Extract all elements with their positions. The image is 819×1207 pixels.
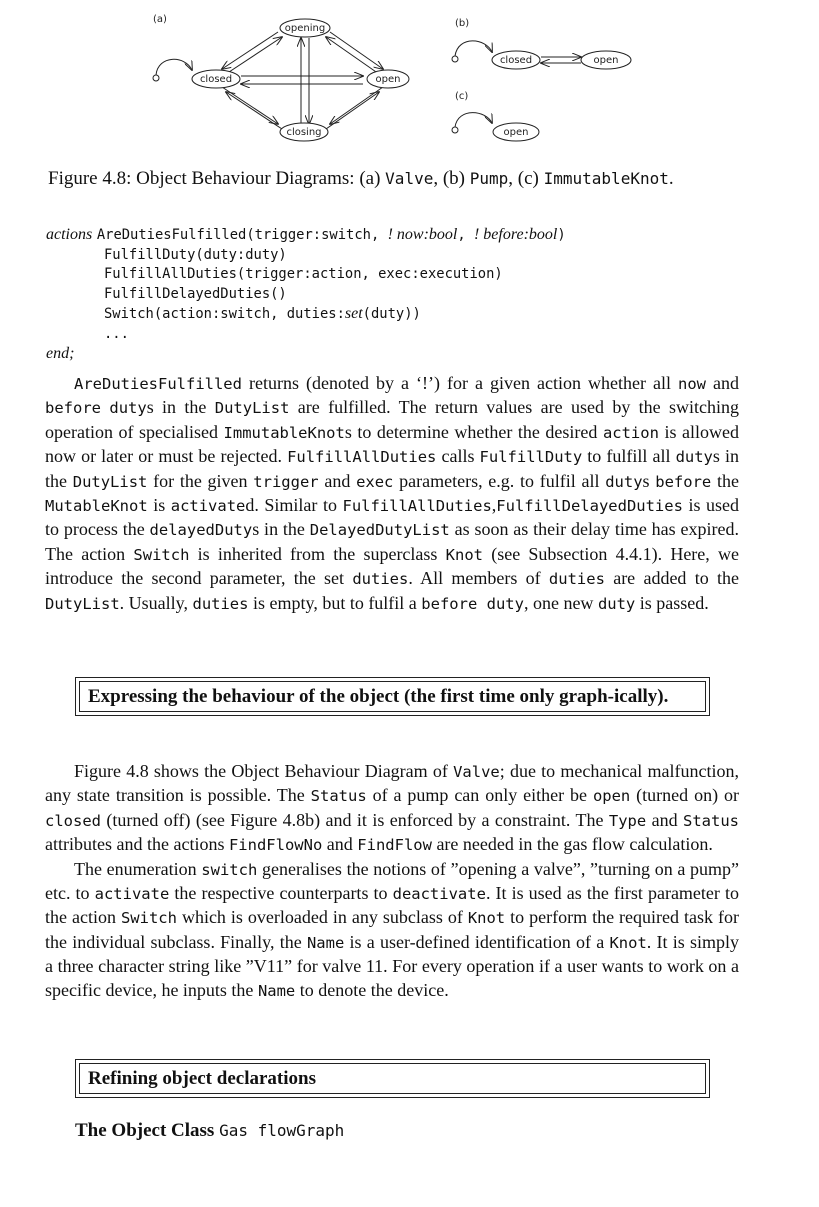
para1-run: is empty, but to fulfil a [248, 592, 422, 613]
code-line-1c: bool [428, 226, 458, 243]
para1-run: duties [192, 594, 249, 613]
para3-run: Name [306, 933, 345, 952]
panel-b-label: (b) [455, 18, 470, 29]
para2-run: FindFlow [357, 836, 432, 855]
para1-run: duty [605, 472, 643, 491]
edge-opening-open [330, 32, 383, 69]
para1-run: FulfillDelayedDuties [496, 497, 683, 516]
para2-run: Status [310, 787, 367, 806]
para1-run: AreDutiesFulfilled [74, 375, 242, 393]
para1-run: s to determine whether the desired [344, 421, 603, 442]
para1-run: FulfillAllDuties [287, 448, 437, 467]
code-line-1e: ! before: [473, 226, 529, 243]
paragraph-valve [45, 760, 739, 1003]
code-line-3: FulfillAllDuties(trigger:action, exec:execution) [104, 266, 503, 282]
label-open-c: open [503, 127, 529, 138]
para1-run: d. Similar to [245, 495, 343, 516]
paragraph-duties [45, 372, 739, 616]
figure-4-8 [0, 0, 819, 150]
para1-run: duty [109, 399, 147, 418]
para1-run: s in the [146, 397, 215, 418]
keyword-end: end; [46, 345, 75, 362]
label-opening: opening [284, 23, 326, 34]
para1-run: DutyList [45, 594, 120, 613]
section-box-refining-text: Refining object declarations [79, 1063, 706, 1094]
para1-run: trigger [253, 472, 319, 491]
code-line-1a: AreDutiesFulfilled(trigger:switch, [96, 227, 388, 243]
para1-run: (see Subsection 4.4.1). Here, we introduce the second parameter, the set [45, 543, 739, 589]
para3-run: generalises the notions of ”opening a valve”, ”turning on a pump” etc. to [45, 858, 740, 904]
para3-run: to denote the device. [295, 979, 449, 1000]
para3-run: Name [257, 981, 296, 1000]
caption-knot: ImmutableKnot [543, 169, 669, 188]
para3-run: activate [94, 885, 170, 904]
para1-run: is allowed now or later or must be rejected. [45, 421, 739, 467]
para1-run: and [705, 373, 739, 393]
para1-run: now [677, 375, 706, 393]
para2-run: and [646, 809, 683, 830]
para2-run: of a pump can only either be [366, 785, 593, 806]
edge-closing-closed [226, 92, 282, 129]
para2-run: Status [683, 811, 739, 830]
initial-transition-a [156, 59, 192, 75]
para2-run: Figure 4.8 shows the Object Behaviour Diagram of [74, 761, 454, 781]
para3-run: to perform the required task for the individual subclass. Finally, the [45, 907, 739, 952]
caption-sep-b: , (b) [433, 168, 465, 189]
para1-run: action [602, 423, 659, 442]
keyword-actions: actions [46, 226, 93, 243]
caption-prefix: Figure 4.8: Object Behaviour Diagrams: (a) [48, 168, 381, 189]
para1-run: , one new [523, 592, 598, 613]
para1-run: DutyList [72, 472, 148, 491]
label-open-b: open [593, 55, 619, 66]
para3-run: the respective counterparts to [169, 883, 393, 904]
code-line-5b: set [344, 305, 363, 322]
para3-run: . It is simply a three character string like ”V11” for valve 11. For every operation if a user wants to work on a specific device, he inputs the [45, 931, 739, 1000]
para1-run: parameters, e.g. to fulfil all [393, 470, 606, 491]
para3-run: deactivate [392, 885, 486, 904]
para1-run: MutableKnot [45, 497, 148, 516]
para1-run: Knot [445, 545, 483, 564]
edge-open-closing [330, 87, 383, 124]
para1-run: s in the [45, 446, 739, 491]
para1-run: are added to the [604, 568, 739, 589]
section-box-refining [75, 1059, 710, 1098]
para1-run: before [655, 472, 712, 491]
code-line-5c: (duty)) [362, 306, 421, 322]
para3-run: The enumeration [74, 858, 202, 879]
label-open-a: open [375, 74, 401, 85]
paragraph-3-text [45, 858, 739, 1003]
para2-run: attributes and the actions [45, 834, 229, 855]
label-closing: closing [286, 127, 322, 138]
para1-run: before [45, 399, 101, 418]
para2-run: (turned on) or [630, 785, 739, 806]
edge-closed-closing [222, 87, 278, 124]
edge-closed-opening [226, 37, 282, 74]
object-behaviour-diagrams [0, 0, 819, 150]
para3-run: . It is used as the first parameter to the action [45, 883, 739, 928]
para3-run: Knot [467, 909, 506, 928]
para1-run: DelayedDutyList [309, 521, 450, 540]
para1-run: as soon as their delay time has expired. The action [45, 519, 739, 564]
para1-run: FulfillAllDuties [342, 497, 492, 516]
para1-run: and [318, 470, 357, 491]
initial-transition-c [455, 113, 492, 127]
actions-code-block [46, 225, 786, 365]
code-line-1b: ! now: [387, 226, 429, 243]
para1-run: s in the [252, 519, 310, 540]
code-line-6: ... [104, 325, 129, 342]
para1-run: . Usually, [119, 592, 193, 613]
para2-run: FindFlowNo [228, 836, 323, 855]
label-closed-a: closed [199, 74, 233, 85]
para2-run: ; due to mechanical malfunction, any state transition is possible. The [45, 761, 739, 806]
caption-end: . [668, 168, 674, 189]
section-box-behaviour-text: Expressing the behaviour of the object (the first time only graph-ically). [79, 681, 706, 712]
code-line-1g: ) [557, 227, 566, 243]
edge-open-opening [326, 37, 379, 74]
para1-run: duties [352, 570, 409, 589]
caption-pump: Pump [469, 169, 509, 188]
para1-run: , [491, 495, 497, 516]
caption-valve: Valve [385, 169, 434, 188]
para1-run: for the given [147, 470, 254, 491]
figure-caption [48, 166, 788, 192]
para1-run: to fulfill all [582, 446, 676, 467]
para1-run: activate [170, 497, 246, 516]
para1-run: duty [675, 448, 713, 467]
para1-run: is passed. [635, 592, 709, 613]
code-line-2: FulfillDuty(duty:duty) [104, 246, 287, 263]
paragraph-1-text [45, 372, 739, 616]
code-line-1d: , [457, 227, 474, 243]
para2-run: and [322, 834, 358, 855]
para1-run: is [147, 495, 171, 516]
para1-run: s [642, 470, 656, 491]
initial-state-b [452, 56, 458, 62]
para1-run: duties [548, 570, 605, 589]
edge-opening-closed [222, 32, 278, 69]
para1-run: calls [436, 446, 480, 467]
para1-run: returns (denoted by a ‘!’) for a given action whether all [241, 373, 678, 393]
label-closed-b: closed [499, 55, 533, 66]
initial-transition-b [455, 41, 492, 56]
initial-state-c [452, 127, 458, 133]
subheading-class-name: Gas flowGraph [219, 1121, 345, 1140]
subheading-object-class [75, 1120, 344, 1142]
initial-state-a [153, 75, 159, 81]
para1-run: the [711, 470, 739, 491]
edge-closing-open [326, 92, 379, 129]
para1-run: exec [356, 472, 394, 491]
para1-run: FulfillDuty [479, 448, 583, 467]
code-line-1f: bool [528, 226, 558, 243]
para1-run: duty [597, 594, 636, 613]
para1-run: is inherited from the superclass [189, 543, 446, 564]
code-line-5a: Switch(action:switch, duties: [104, 306, 345, 322]
para3-run: is a user-defined identification of a [344, 931, 610, 952]
para2-run: Valve [453, 763, 500, 781]
para2-run: Type [608, 811, 647, 830]
para2-run: are needed in the gas flow calculation. [431, 834, 713, 855]
panel-a-label: (a) [153, 14, 167, 25]
caption-sep-c: , (c) [508, 168, 539, 189]
para1-run: . All members of [408, 568, 549, 589]
para1-run: before duty [421, 594, 524, 613]
para1-run: Switch [133, 545, 190, 564]
para2-run: closed [45, 811, 101, 830]
para1-run: delayedDuty [149, 521, 253, 540]
para1-run: ImmutableKnot [223, 423, 345, 442]
para1-run: is used to process the [45, 495, 739, 540]
code-line-4: FulfillDelayedDuties() [104, 285, 287, 302]
subheading-prefix: The Object Class [75, 1120, 215, 1141]
panel-c-label: (c) [455, 91, 469, 102]
paragraph-2-text [45, 760, 739, 858]
para1-run: are fulfilled. The return values are used by the switching operation of specialised [45, 397, 740, 442]
para3-run: Knot [609, 933, 647, 952]
para3-run: switch [201, 860, 258, 879]
para1-run: DutyList [214, 399, 290, 418]
section-box-behaviour [75, 677, 710, 716]
para2-run: (turned off) (see Figure 4.8b) and it is enforced by a constraint. The [101, 809, 609, 830]
para2-run: open [592, 787, 631, 806]
para3-run: Switch [120, 909, 177, 928]
para3-run: which is overloaded in any subclass of [176, 907, 468, 928]
